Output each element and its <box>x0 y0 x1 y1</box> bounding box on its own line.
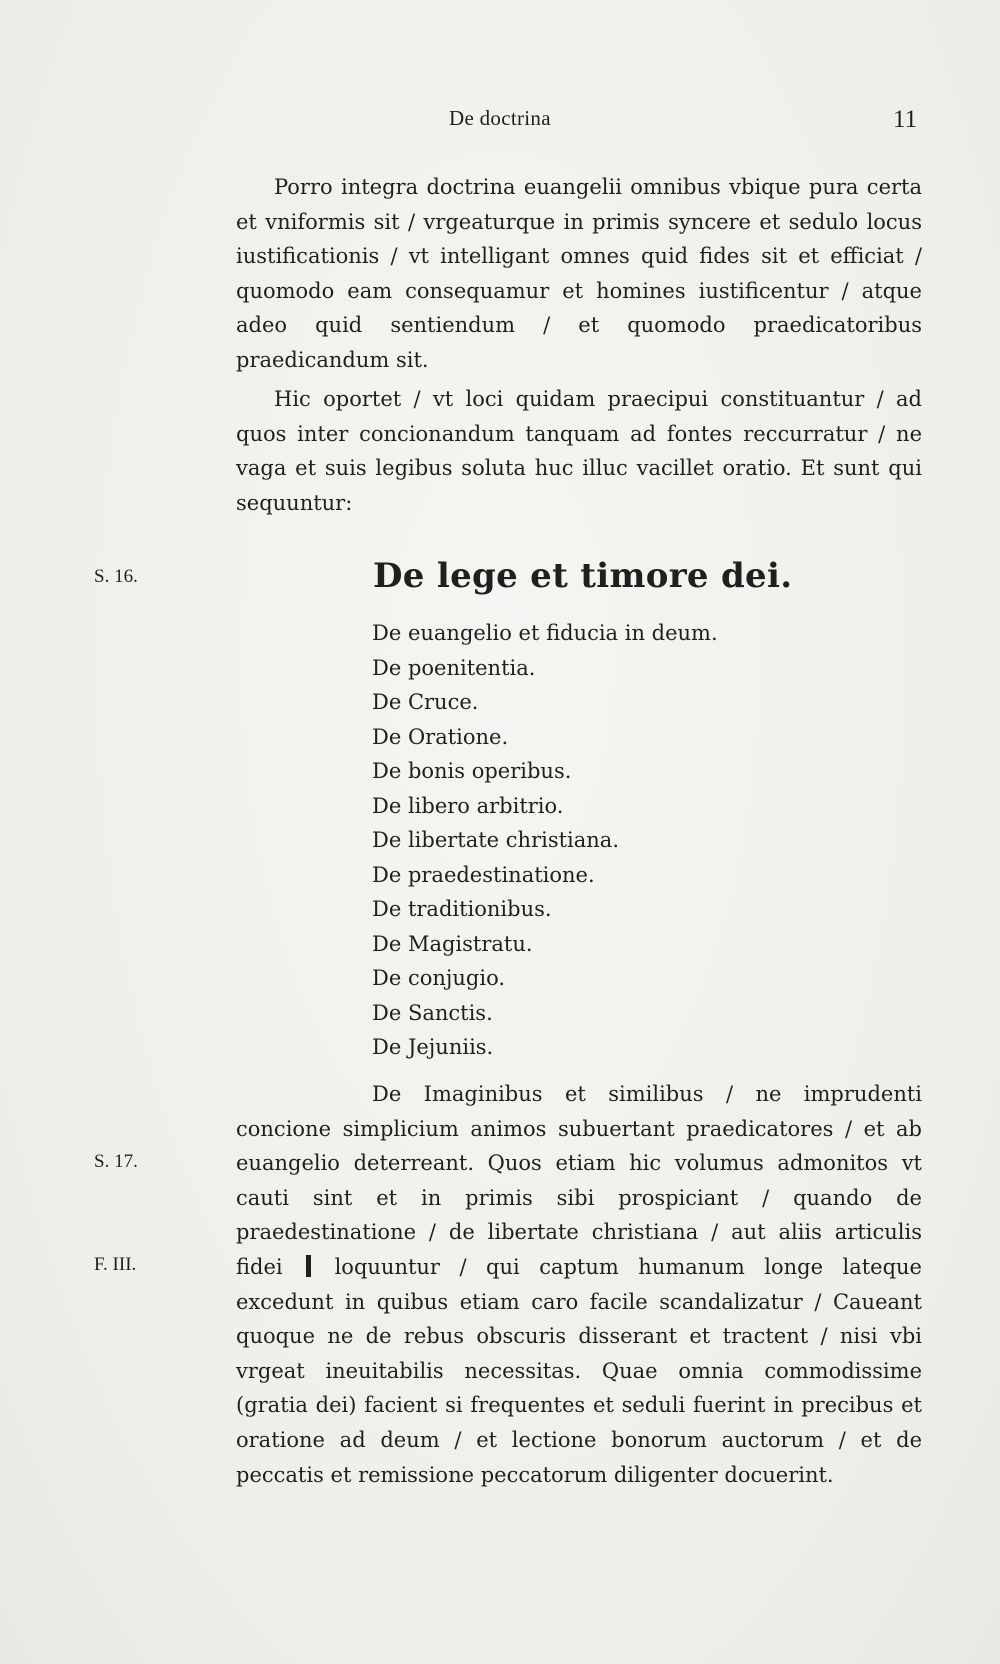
paragraph-imaginibus <box>236 1077 922 1492</box>
page-number: 11 <box>893 106 918 133</box>
topic-item: De Jejuniis. <box>372 1035 494 1059</box>
topic-item: De Cruce. <box>372 690 479 714</box>
topic-list <box>372 616 718 1065</box>
paragraph-loci <box>236 382 922 520</box>
topic-item: De Magistratu. <box>372 931 533 956</box>
paragraph-text: Hic oportet / vt loci quidam praecipui constituantur / ad quos inter concionandum tanquam ad fontes reccurratur / ne vaga et suis legibus soluta huc illuc vacillet oratio. Et sunt qui sequuntur: <box>236 387 922 515</box>
topic-item: De Oratione. <box>372 724 509 749</box>
paragraph-text <box>236 1077 922 1492</box>
margin-note-f3: F. III. <box>94 1254 137 1275</box>
running-title: De doctrina <box>449 106 551 130</box>
topic-item: De poenitentia. <box>372 655 536 680</box>
topic-item: De euangelio et fiducia in deum. <box>372 621 718 645</box>
topic-item: De praedestinatione. <box>372 862 595 887</box>
margin-note-s17: S. 17. <box>94 1151 138 1172</box>
paragraph-text-part: De Imaginibus et similibus / ne imprudenti concione simplicium animos subuertant praedicatores / et ab euangelio deterreant. Quos etiam hic volumus admonitos vt cauti sint et in primis sibi prospiciant / quando de praedestinatione / de libertate christiana / aut aliis articulis fidei <box>236 1082 922 1279</box>
paragraph-doctrine <box>236 170 922 378</box>
paragraph-text-part: loquuntur / qui captum humanum longe lateque excedunt in quibus etiam caro facile scandalizatur / Caueant quoque ne de rebus obscuris disserant et tractent / nisi vbi vrgeat ineuitabilis necessitas. Quae omnia commodissime (gratia dei) facient si frequentes et seduli fuerint in precibus et oratione ad deum / et lectione bonorum auctorum / et de peccatis et remissione peccatorum diligenter docuerint. <box>236 1254 922 1487</box>
paragraph-text: Porro integra doctrina euangelii omnibus vbique pura certa et vniformis sit / vrgeaturque in primis syncere et sedulo locus iustificationis / vt intelligant omnes quid fides sit et efficiat / quomodo eam consequamur et homines iustificentur / atque adeo quid sentiendum / et quomodo praedicatoribus praedicandum sit. <box>236 175 922 372</box>
section-heading: De lege et timore dei. <box>373 556 793 596</box>
topic-item: De Sanctis. <box>372 1000 493 1025</box>
topic-item: De libertate christiana. <box>372 828 619 852</box>
topic-item: De bonis operibus. <box>372 759 572 783</box>
topic-item: De conjugio. <box>372 966 506 990</box>
page-break-marker <box>306 1255 311 1277</box>
topic-item: De libero arbitrio. <box>372 793 564 818</box>
margin-note-s16: S. 16. <box>94 566 138 587</box>
topic-item: De traditionibus. <box>372 897 552 921</box>
